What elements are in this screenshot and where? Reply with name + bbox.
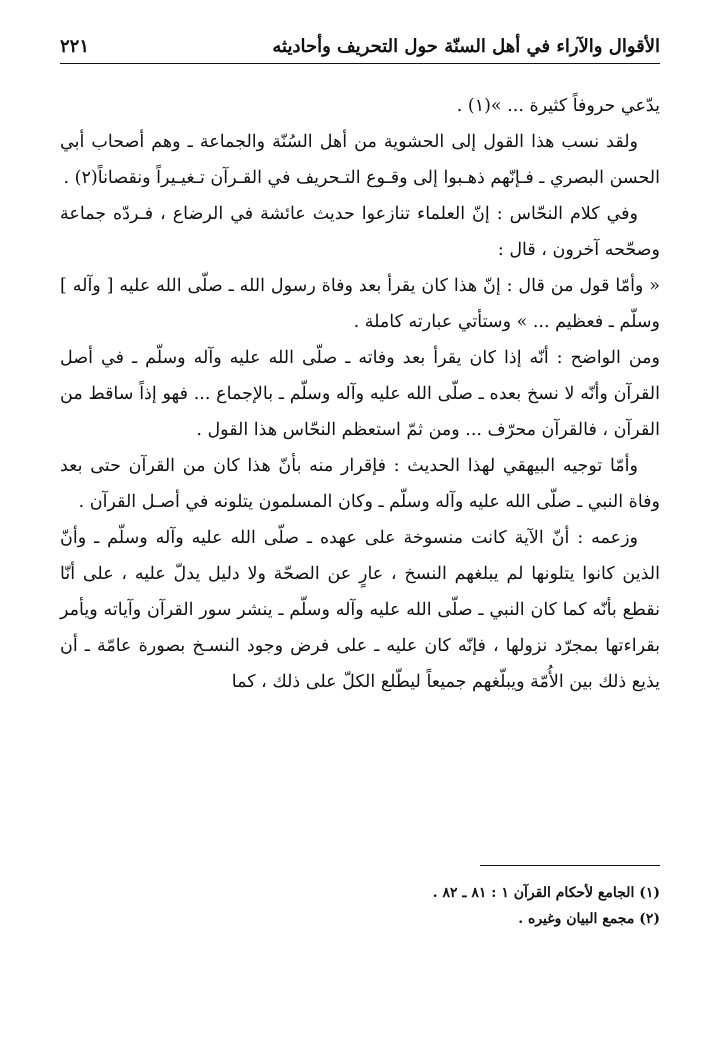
page-number: ٢٢١ <box>60 36 90 57</box>
paragraph: وأمّا توجيه البيهقي لهذا الحديث : فإقرار منه بأنّ هذا كان من القرآن حتى بعد وفاة النبي ـ صلّى الله عليه وآله وسلّم ـ وكان المسلمون يتلونه في أصـل القرآن . <box>60 456 660 512</box>
paragraph: يدّعي حروفاً كثيرة ... »(١) . <box>456 96 660 116</box>
paragraph: ولقد نسب هذا القول إلى الحشوية من أهل السُنّة والجماعة ـ وهم أصحاب أبي الحسن البصري ـ فـإنّهم ذهـبوا إلى وقـوع التـحريف في القـرآن تـغيـيراً ونقصاناً(٢) . <box>60 132 660 188</box>
footnote: (٢) مجمع البيان وغيره . <box>518 911 660 927</box>
footnote-divider <box>480 865 660 866</box>
paragraph: وفي كلام النحّاس : إنّ العلماء تنازعوا حديث عائشة في الرضاع ، فـردّه جماعة وصحّحه آخرون ، قال : <box>60 204 660 260</box>
main-text <box>60 88 660 700</box>
paragraph: وزعمه : أنّ الآية كانت منسوخة على عهده ـ صلّى الله عليه وآله وسلّم ـ وأنّ الذين كانوا يتلونها لم يبلغهم النسخ ، عارٍ عن الصحّة ولا دليل يدلّ عليه ، على أنّا نقطع بأنّه كما كان النبي ـ صلّى الله عليه وآله وسلّم ـ ينشر سور القرآن وآياته ويأمر بقراءتها بمجرّد نزولها ، فإنّه كان عليه ـ على فرض وجود النسـخ بصورة عامّة ـ أن يذيع ذلك بين الأُمّة ويبلّغهم جميعاً ليطّلع الكلّ على ذلك ، كما <box>60 528 660 692</box>
running-header <box>60 28 660 64</box>
quote-paragraph: « وأمّا قول من قال : إنّ هذا كان يقرأ بعد وفاة رسول الله ـ صلّى الله عليه [ وآله ] وسلّم ـ فعظيم ... » وستأتي عبارته كاملة . <box>60 276 660 332</box>
footnote: (١) الجامع لأحكام القرآن ١ : ٨١ ـ ٨٢ . <box>432 885 660 901</box>
footnotes <box>60 865 660 932</box>
header-title: الأقوال والآراء في أهل السنّة حول التحريف وأحاديثه <box>272 36 660 57</box>
paragraph: ومن الواضح : أنّه إذا كان يقرأ بعد وفاته ـ صلّى الله عليه وآله وسلّم ـ في أصل القرآن وأنّه لا نسخ بعده ـ صلّى الله عليه وآله وسلّم ـ بالإجماع ... فهو إذاً ساقط من القرآن ، فالقرآن محرّف ... ومن ثمّ استعظم النحّاس هذا القول . <box>60 348 660 440</box>
